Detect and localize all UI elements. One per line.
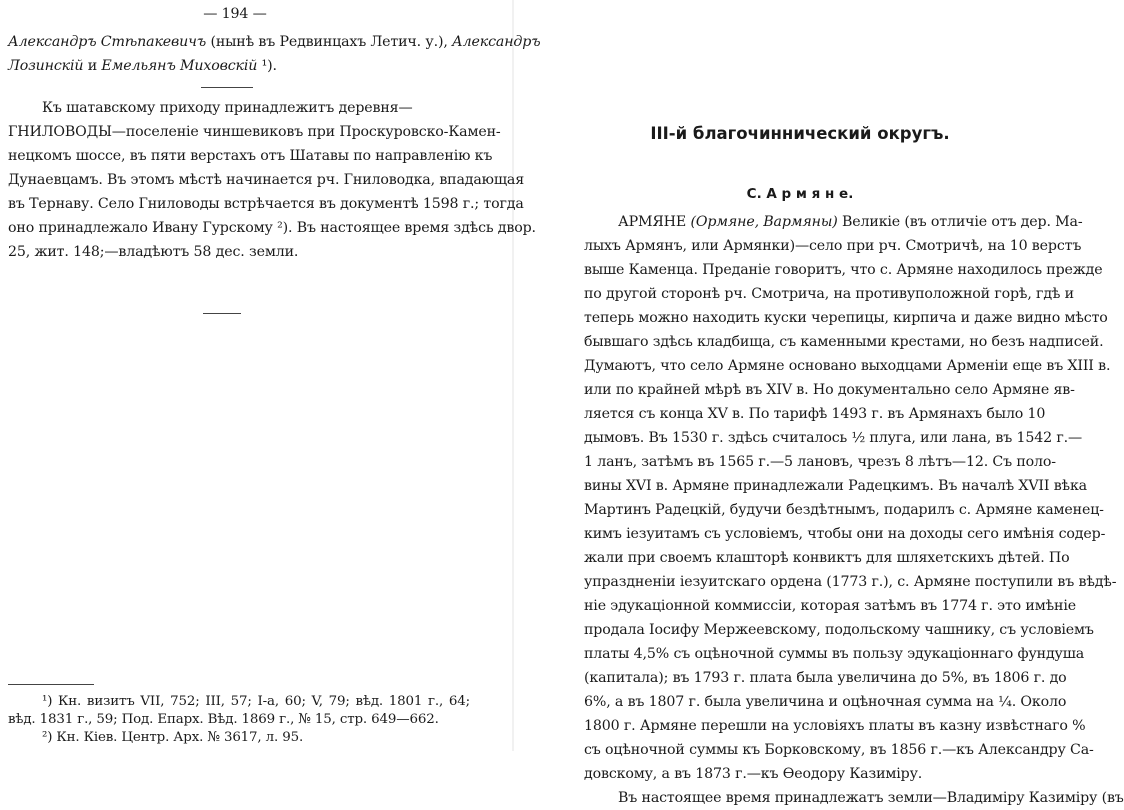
armyane-article <box>584 210 1124 810</box>
person-name: Александръ Стѣпакевичъ <box>8 34 207 50</box>
alternate-names: (Ормяне, Вармяны) <box>690 214 838 230</box>
person-name: Емельянъ Миховскій <box>101 58 258 74</box>
footnotes <box>8 693 470 747</box>
right-page <box>514 0 1124 806</box>
section-divider <box>201 87 253 88</box>
text-line: (капитала); въ 1793 г. плата была увеличина до 5%, въ 1806 г. до <box>584 670 1067 686</box>
text-line: дымовъ. Въ 1530 г. здѣсь считалось ½ плуга, или лана, въ 1542 г.— <box>584 430 1083 446</box>
article-first-line <box>584 210 1083 234</box>
text-line: ГНИЛОВОДЫ—поселеніе чиншевиковъ при Проскуровско-Камен- <box>8 124 501 140</box>
end-divider <box>203 313 241 314</box>
text-line: или по крайней мѣрѣ въ XIV в. Но документально село Армяне яв- <box>584 382 1075 398</box>
gnilovody-section <box>8 96 536 264</box>
opening-text: (нынѣ въ Редвинцахъ Летич. у.), <box>206 34 453 50</box>
text-line-last: 25, жит. 148;—владѣютъ 58 дес. земли. <box>8 244 299 260</box>
section-intro: Къ шатавскому приходу принадлежитъ деревня— <box>42 100 413 116</box>
text-line: вины XVI в. Армяне принадлежали Радецкимъ. Въ началѣ XVII вѣка <box>584 478 1087 494</box>
text-line: съ оцѣночной суммы къ Борковскому, въ 1856 г.—къ Александру Са- <box>584 742 1094 758</box>
opening-paragraph <box>8 30 541 78</box>
text-line: лыхъ Армянъ, или Армянки)—село при рч. Смотричѣ, на 10 верстъ <box>584 238 1082 254</box>
footnote-2: ²) Кн. Кіев. Центр. Арх. № 3617, л. 95. <box>42 730 304 745</box>
text-line: платы 4,5% съ оцѣночной суммы въ пользу эдукаціоннаго фундуша <box>584 646 1085 662</box>
footnote-ref: ¹). <box>257 58 277 74</box>
text-line: кимъ іезуитамъ съ условіемъ, чтобы они на доходы сего имѣнія содер- <box>584 526 1106 542</box>
text-line: продала Іосифу Мержеевскому, подольскому чашнику, съ условіемъ <box>584 622 1094 638</box>
text-line: ніе эдукаціонной коммиссіи, которая затѣмъ въ 1774 г. это имѣніе <box>584 598 1076 614</box>
text-line: оно принадлежало Ивану Гурскому ²). Въ настоящее время здѣсь двор. <box>8 220 536 236</box>
village-heading: С. А р м я н е. <box>746 186 854 202</box>
text-line-last: довскому, а въ 1873 г.—къ Ѳеодору Казиміру. <box>584 766 923 782</box>
text-line: 6%, а въ 1807 г. была увеличина и оцѣночная сумма на ¼. Около <box>584 694 1067 710</box>
footnote-1-cont: вѣд. 1831 г., 59; Под. Епарх. Вѣд. 1869 г., № 15, стр. 649—662. <box>8 712 439 727</box>
text-line: Дунаевцамъ. Въ этомъ мѣстѣ начинается рч. Гниловодка, впадающая <box>8 172 525 188</box>
text-line: Мартинъ Радецкій, будучи бездѣтнымъ, подарилъ с. Армяне каменец- <box>584 502 1104 518</box>
opening-text: и <box>83 58 102 74</box>
person-name: Александръ <box>452 34 541 50</box>
footnote-rule <box>8 684 94 685</box>
person-name: Лозинскій <box>8 58 84 74</box>
text-line: по другой сторонѣ рч. Смотрича, на противуположной горѣ, гдѣ и <box>584 286 1074 302</box>
text-line: Думаютъ, что село Армяне основано выходцами Арменіи еще въ XIII в. <box>584 358 1111 374</box>
text-line: теперь можно находить куски черепицы, кирпича и даже видно мѣсто <box>584 310 1108 326</box>
text-line: 1800 г. Армяне перешли на условіяхъ платы въ казну извѣстнаго % <box>584 718 1086 734</box>
left-page <box>0 0 541 751</box>
page-number: — 194 — <box>203 6 267 22</box>
footnote-1: ¹) Кн. визитъ VII, 752; III, 57; I-a, 60; V, 79; вѣд. 1801 г., 64; <box>42 694 470 709</box>
opening-line-2 <box>8 54 470 78</box>
text-line: выше Каменца. Преданіе говоритъ, что с. Армяне находилось прежде <box>584 262 1103 278</box>
text-line: жали при своемъ клашторѣ конвиктъ для шляхетскихъ дѣтей. По <box>584 550 1070 566</box>
opening-line-1 <box>8 30 541 54</box>
text-line: 1 ланъ, затѣмъ въ 1565 г.—5 лановъ, чрезъ 8 лѣтъ—12. Съ поло- <box>584 454 1056 470</box>
text-run: Великіе (въ отличіе отъ дер. Ма- <box>837 214 1083 230</box>
text-line: упраздненіи іезуитскаго ордена (1773 г.), с. Армяне поступили въ вѣдѣ- <box>584 574 1117 590</box>
text-line: бывшаго здѣсь кладбища, съ каменными крестами, но безъ надписей. <box>584 334 1104 350</box>
text-line: ляется съ конца XV в. По тарифѣ 1493 г. въ Армянахъ было 10 <box>584 406 1046 422</box>
district-heading: III-й благочиннический округъ. <box>650 124 950 143</box>
next-paragraph-line: Въ настоящее время принадлежатъ земли—Владиміру Казиміру (въ <box>618 790 1124 806</box>
text-line: въ Тернаву. Село Гниловоды встрѣчается въ документѣ 1598 г.; тогда <box>8 196 524 212</box>
village-name: АРМЯНЕ <box>618 214 691 230</box>
text-line: нецкомъ шоссе, въ пяти верстахъ отъ Шатавы по направленію къ <box>8 148 493 164</box>
